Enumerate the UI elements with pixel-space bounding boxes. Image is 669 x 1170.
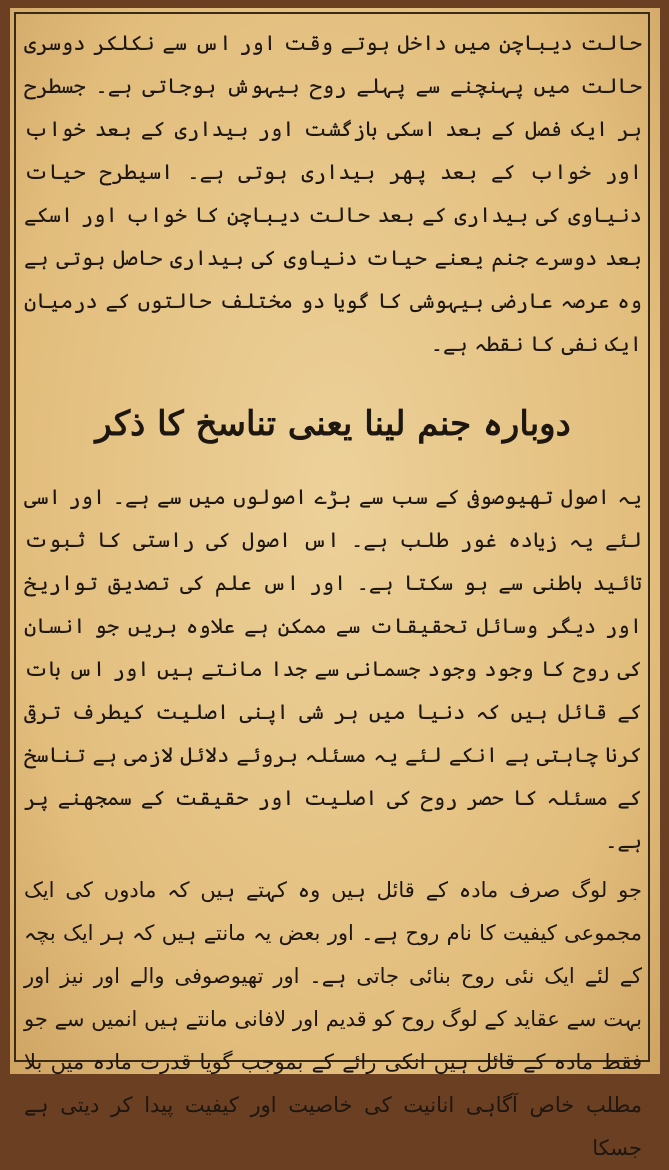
paragraph-2: یہ اصول تھیوصوفی کے سب سے بڑے اصولوں میں سے ہے۔ اور اسی لئے یہ زیادہ غور طلب ہے۔ اس اصول کی راستی کا ثبوت تائید باطنی سے ہو سکتا ہے۔ اور اس علم کی تصدیق تواریخ اور دیگر وسائل تحقیقات سے ممکن ہے علاوہ بریں جو انسان کی روح کا وجود وجود جسمانی سے جدا مانتے ہیں اور اس بات کے قائل ہیں کہ دنیا میں ہر شی اپنی اصلیت کیطرف ترقی کرنا چاہتی ہے انکے لئے یہ مسئلہ بروئے دلائل لازمی ہے تناسخ کے مسئلہ کا حصر روح کی اصلیت اور حقیقت کے سمجھنے پر ہے۔ <box>24 485 642 853</box>
paragraph-3: جو لوگ صرف مادہ کے قائل ہیں وہ کہتے ہیں کہ مادوں کی ایک مجموعی کیفیت کا نام روح ہے۔ اور بعض یہ مانتے ہیں کہ ہر ایک بچہ کے لئے ایک نئی روح بنائی جاتی ہے۔ اور تھیوصوفی والے اور نیز اور بہت سے عقاید کے لوگ روح کو قدیم اور لافانی مانتے ہیں انمیں سے جو فقط مادہ کے قائل ہیں انکی رائے کے بموجب گویا قدرت مادہ میں بلا مطلب خاص آگاہی انانیت کی خاصیت اور کیفیت پیدا کر دیتی ہے جسکا <box>24 878 642 1160</box>
book-page <box>10 8 660 1160</box>
page-text <box>24 22 642 1170</box>
section-heading: دوبارہ جنم لینا یعنی تناسخ کا ذکر <box>95 404 571 444</box>
paragraph-1: حالت دیباچن میں داخل ہوتے وقت اور اس سے نکلکر دوسری حالت میں پہنچنے سے پہلے روح بیہوش ہوجاتی ہے۔ جسطرح ہر ایک فصل کے بعد اسکی بازگشت اور بیداری کے بعد خواب اور خواب کے بعد پھر بیداری ہوتی ہے۔ اسیطرح حیات دنیاوی کی بیداری کے بعد حالت دیباچن کا خواب اور اسکے بعد دوسرے جنم یعنے حیات دنیاوی کی بیداری حاصل ہوتی ہے وہ عرصہ عارضی بیہوشی کا گویا دو مختلف حالتوں کے درمیان ایک نفی کا نقطہ ہے۔ <box>24 31 642 356</box>
